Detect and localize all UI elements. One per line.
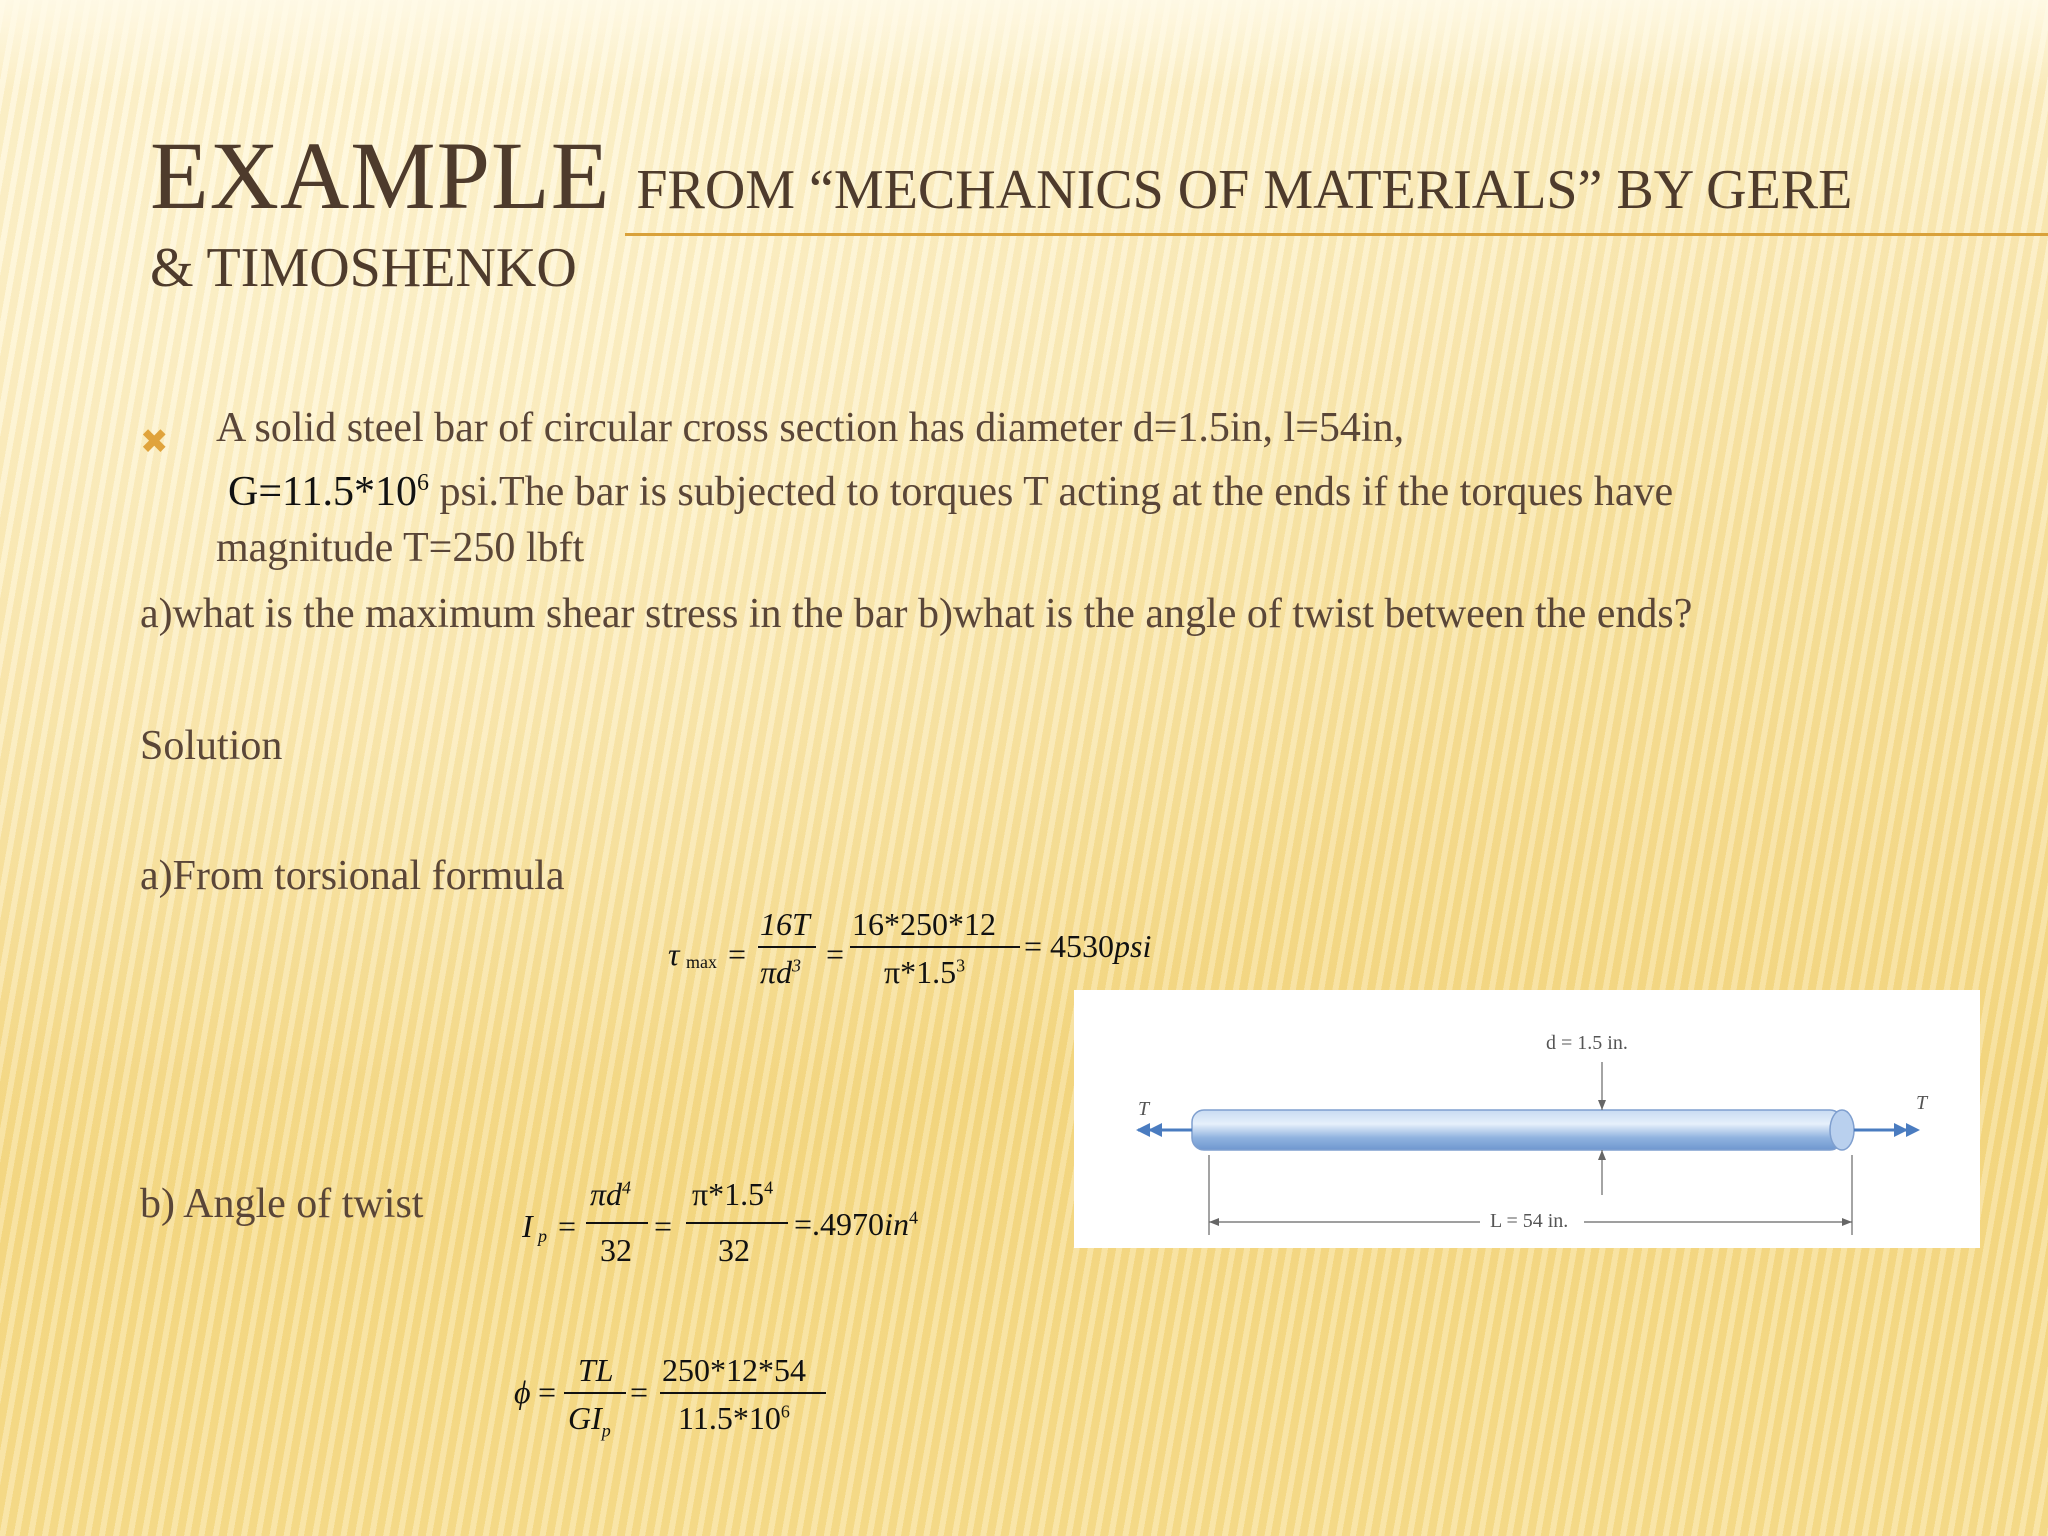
solution-part-b: b) Angle of twist [140,1181,424,1227]
left-arrowhead-2 [1148,1123,1162,1137]
bar-end-face [1830,1110,1854,1150]
ip-symbol: I [522,1208,533,1244]
phi-equals: = [538,1374,557,1410]
x-bullet-icon: ✖ [140,422,169,462]
tau-equals-2: = [826,936,845,972]
title-main-word: EXAMPLE [150,122,611,229]
phi-denominator-2: $11.5*10^6$ [678,1400,790,1436]
problem-question: a)what is the maximum shear stress in the bar b)what is the angle of twist between the ends? [140,591,1693,637]
title-subtitle: FROM “MECHANICS OF MATERIALS” BY GERE [636,159,1853,221]
tau-numerator-2: 16*250*12 [852,906,996,942]
left-torque-label: T [1138,1098,1150,1120]
ip-denominator-2: 32 [718,1232,750,1268]
ip-result: $=.4970in^4$ [794,1206,918,1242]
tau-result: = 4530psi [1024,928,1152,964]
ip-fraction-bar-1 [586,1222,648,1224]
phi-fraction-bar-1 [564,1392,626,1394]
tau-symbol: τ [668,936,680,972]
solution-part-a: a)From torsional formula [140,853,565,899]
shear-modulus-exponent: 6 [416,470,429,496]
ip-fraction-bar-2 [686,1222,788,1224]
right-arrowhead-2 [1894,1123,1908,1137]
tau-fraction-bar-2 [850,946,1020,948]
phi-numerator-2: 250*12*54 [662,1352,806,1388]
ip-equals-2: = [654,1208,673,1244]
phi-numerator-1: TL [578,1352,614,1388]
ip-numerator-2: $\pi*1.5^4$ [692,1176,774,1212]
shear-modulus-value: G=11.5*10 [228,469,417,515]
diameter-label: d = 1.5 in. [1546,1032,1628,1054]
tau-numerator-1: 16T [760,906,810,942]
top-highlight [0,0,2048,90]
steel-bar [1192,1110,1842,1150]
ip-numerator-1: $\pi d^4$ [590,1176,632,1212]
slide-title [150,120,1852,231]
phi-denominator-1: $GI_p$ [568,1400,611,1441]
ip-equals: = [558,1208,577,1244]
title-second-line: & TIMOSHENKO [150,237,577,299]
tau-fraction-bar-1 [758,946,816,948]
phi-equals-2: = [630,1374,649,1410]
problem-line-2-rest: psi.The bar is subjected to torques T acting at the ends if the torques have [428,469,1674,515]
tau-denominator-1: $\pi d^3$ [760,954,802,990]
ip-denominator-1: 32 [600,1232,632,1268]
right-torque-label: T [1916,1092,1928,1114]
ip-subscript: p [538,1226,547,1246]
tau-subscript: max [686,952,717,972]
torsion-bar-figure [1074,990,1980,1248]
problem-line-2 [228,468,1673,516]
problem-line-3: magnitude T=250 lbft [216,525,585,571]
phi-fraction-bar-2 [660,1392,826,1394]
tau-denominator-2: $\pi*1.5^3$ [884,954,966,990]
phi-symbol: ϕ [514,1374,531,1410]
left-arrowhead [1136,1123,1150,1137]
title-underline [625,233,2048,236]
problem-line-1: A solid steel bar of circular cross section has diameter d=1.5in, l=54in, [216,405,1405,451]
length-label: L = 54 in. [1490,1210,1569,1232]
right-arrowhead [1906,1123,1920,1137]
tau-equals: = [728,936,747,972]
solution-heading: Solution [140,723,283,769]
